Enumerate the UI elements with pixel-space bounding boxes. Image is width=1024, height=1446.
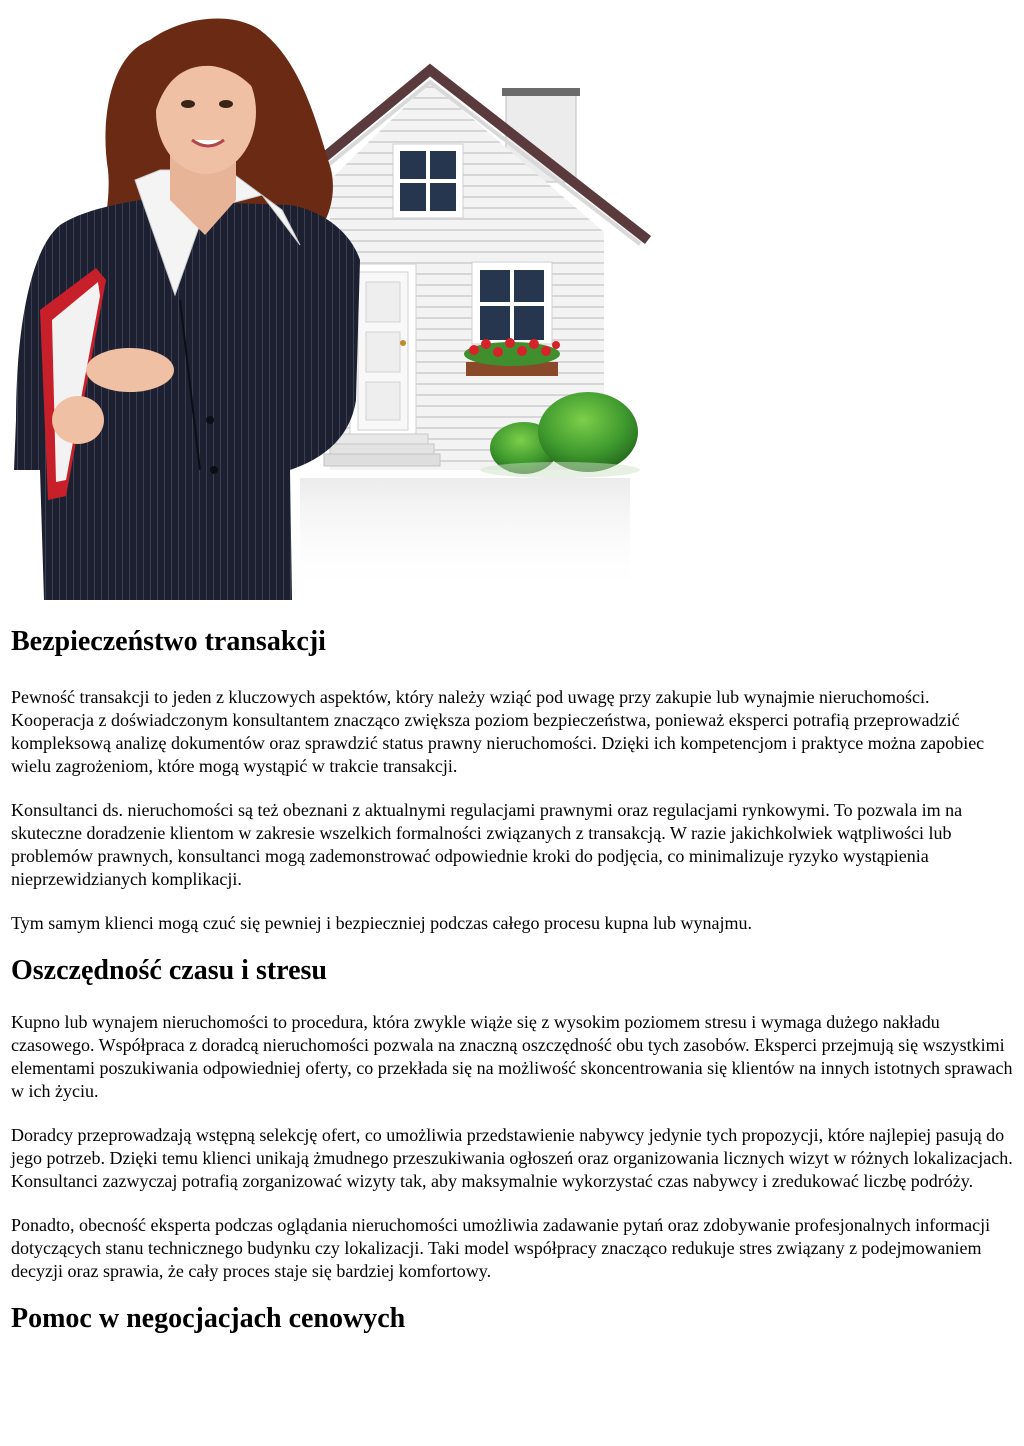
section-heading: Oszczędność czasu i stresu [11, 955, 327, 986]
paragraph: Konsultanci ds. nieruchomości są też obeznani z aktualnymi regulacjami prawnymi oraz regulacjami rynkowymi. To pozwala im na skuteczne doradzenie klientom w zakresie wszelkich formalności związanych z transakcją. W razie jakichkolwiek wątpliwości lub problemów prawnych, konsultanci mogą zademonstrować odpowiednie kroki do podjęcia, co minimalizuje ryzyko wystąpienia nieprzewidzianych komplikacji. [11, 800, 963, 889]
section-negotiation [11, 1301, 1015, 1337]
paragraph: Tym samym klienci mogą czuć się pewniej i bezpieczniej podczas całego procesu kupna lub wynajmu. [11, 913, 752, 933]
section-time-saving [11, 953, 1015, 1283]
agent-house-illustration [0, 0, 660, 602]
paragraph: Ponadto, obecność eksperta podczas oglądania nieruchomości umożliwia zadawanie pytań oraz zdobywanie profesjonalnych informacji dotyczących stanu technicznego budynku czy lokalizacji. Taki model współpracy znacząco redukuje stres związany z podejmowaniem decyzji oraz sprawia, że cały proces staje się bardziej komfortowy. [11, 1215, 991, 1281]
hero-image [0, 0, 660, 602]
section-security [11, 624, 1015, 935]
paragraph: Doradcy przeprowadzają wstępną selekcję ofert, co umożliwia przedstawienie nabywcy jedynie tych propozycji, które najlepiej pasują do jego potrzeb. Dzięki temu klienci unikają żmudnego przeszukiwania ogłoszeń oraz organizowania licznych wizyt w różnych lokalizacjach. Konsultanci zazwyczaj potrafią zorganizować wizyty tak, aby maksymalnie wykorzystać czas nabywcy i zredukować liczbę podróży. [11, 1125, 1013, 1191]
article [11, 624, 1015, 1337]
section-heading: Pomoc w negocjacjach cenowych [11, 1303, 406, 1334]
paragraph: Pewność transakcji to jeden z kluczowych aspektów, który należy wziąć pod uwagę przy zakupie lub wynajmie nieruchomości. Kooperacja z doświadczonym konsultantem znacząco zwiększa poziom bezpieczeństwa, ponieważ eksperci potrafią przeprowadzić kompleksową analizę dokumentów oraz sprawdzić status prawny nieruchomości. Dzięki ich kompetencjom i praktyce można zapobiec wielu zagrożeniom, które mogą wystąpić w trakcie transakcji. [11, 687, 985, 776]
paragraph: Kupno lub wynajem nieruchomości to procedura, która zwykle wiąże się z wysokim poziomem stresu i wymaga dużego nakładu czasowego. Współpraca z doradcą nieruchomości pozwala na znaczną oszczędność obu tych zasobów. Eksperci przejmują się wszystkimi elementami poszukiwania odpowiedniej oferty, co przekłada się na możliwość skoncentrowania się klientów na innych istotnych sprawach w ich życiu. [11, 1012, 1013, 1101]
section-heading: Bezpieczeństwo transakcji [11, 626, 326, 657]
